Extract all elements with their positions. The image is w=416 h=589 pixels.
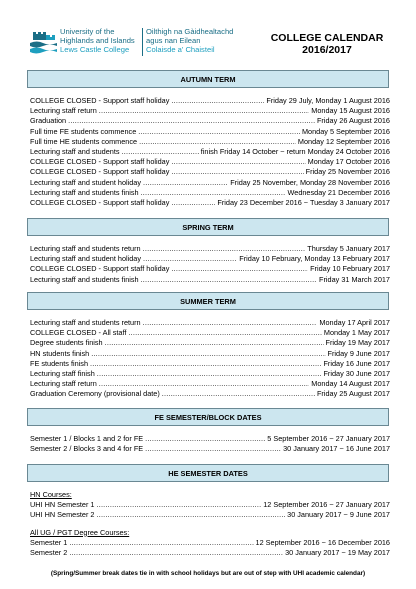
row-label: COLLEGE CLOSED - Support staff holiday [30,96,170,105]
row-date: Friday 10 February, Monday 13 February 2017 [239,254,390,264]
row-label: Lecturing staff return [30,106,97,116]
row-date: Monday 1 May 2017 [323,328,390,338]
summer-term-list [30,318,390,400]
calendar-row [30,349,390,359]
dot-leader [141,188,286,198]
calendar-row [30,444,390,454]
row-label: COLLEGE CLOSED - Support staff holiday [30,264,170,274]
calendar-row [30,328,390,338]
calendar-row [30,500,390,510]
ug-courses-heading: All UG / PGT Degree Courses: [30,527,130,537]
row-label: Graduation Ceremony (provisional date) [30,389,160,399]
dot-leader [141,275,317,285]
dot-leader [128,328,321,338]
row-date: 12 September 2016 ~ 27 January 2017 [263,500,390,510]
row-label: Full time HE students commence [30,136,138,146]
row-label: Lecturing staff and students [30,146,120,156]
fe-semester-list [30,434,390,454]
calendar-row [30,254,390,264]
page-title-line2: 2016/2017 [302,44,352,56]
calendar-row [30,167,390,177]
he-semester-list [30,490,390,558]
row-label: Lecturing staff return [30,379,97,389]
dot-leader [105,338,324,348]
dot-leader [171,198,215,208]
dot-leader [91,349,325,359]
row-date: 5 September 2016 ~ 27 January 2017 [267,434,390,443]
dot-leader [171,167,303,177]
dot-leader [143,254,237,264]
calendar-row [30,318,390,328]
row-date: Friday 26 August 2016 [316,116,390,126]
row-label: COLLEGE CLOSED - Support staff holiday [30,157,170,167]
logo-en-line2: Highlands and Islands [60,36,135,46]
autumn-term-list [30,96,390,208]
page-header [0,0,416,64]
dot-leader [97,369,322,379]
dot-leader [145,444,281,454]
row-date: Monday 17 April 2017 [319,318,390,327]
row-label: HN students finish [30,348,90,358]
calendar-row [30,106,390,116]
dot-leader [96,510,285,520]
footnote: (Spring/Summer break dates tie in with school holidays but are out of step with UHI academic calendar) [50,570,366,577]
row-date: finish Friday 14 October ~ return Monday 24 October 2016 [200,146,390,156]
row-label: COLLEGE CLOSED - All staff [30,328,127,338]
dot-leader [171,96,264,106]
row-label: Lecturing staff finish [30,368,95,378]
row-date: Monday 14 August 2017 [311,379,390,389]
logo-divider [142,28,143,56]
dot-leader [69,548,283,558]
calendar-row [30,178,390,188]
calendar-row [30,157,390,167]
row-date: 30 January 2017 ~ 16 June 2017 [283,444,390,454]
row-date: Friday 23 December 2016 ~ Tuesday 3 January 2017 [217,197,390,207]
row-date: Thursday 5 January 2017 [307,244,390,253]
row-label: Semester 1 [30,537,68,547]
dot-leader [143,318,318,328]
row-date: Monday 5 September 2016 [301,126,390,136]
row-label: UHI HN Semester 2 [30,510,95,520]
row-date: Friday 10 February 2017 [310,264,390,274]
row-label: Graduation [30,116,67,126]
calendar-row [30,275,390,285]
calendar-row [30,127,390,137]
logo-gaelic-text [146,27,233,55]
calendar-row [30,116,390,126]
calendar-row [30,147,390,157]
row-date: Friday 25 November 2016 [305,167,390,177]
dot-leader [139,137,296,147]
row-date: Friday 31 March 2017 [319,274,390,284]
calendar-row [30,369,390,379]
row-label: Semester 2 [30,547,68,557]
dot-leader [96,500,261,510]
row-label: Lecturing staff and students finish [30,187,139,197]
row-label: Degree students finish [30,338,103,348]
row-date: Monday 12 September 2016 [297,136,390,146]
row-label: UHI HN Semester 1 [30,500,95,510]
row-date: 30 January 2017 ~ 9 June 2017 [287,510,390,520]
row-label: Lecturing staff and students return [30,318,141,327]
row-date: 12 September 2016 ~ 16 December 2016 [255,537,390,547]
dot-leader [99,379,309,389]
dot-leader [68,116,315,126]
row-label: Semester 2 / Blocks 3 and 4 for FE [30,444,144,454]
row-date: Wednesday 21 December 2016 [287,187,390,197]
spring-term-list [30,244,390,285]
calendar-row [30,389,390,399]
calendar-row [30,359,390,369]
dot-leader [90,359,321,369]
row-label: Semester 1 / Blocks 1 and 2 for FE [30,434,144,443]
logo-en-line3: Lews Castle College [60,45,130,55]
ug-courses-list [30,538,390,558]
logo-ga-line1: Oilthigh na Gàidhealtachd [146,27,234,36]
he-semester-heading: HE SEMESTER DATES [27,464,389,482]
row-date: Friday 30 June 2017 [323,368,390,378]
row-date: Friday 29 July, Monday 1 August 2016 [266,96,390,105]
row-label: FE students finish [30,358,88,368]
row-label: Lecturing staff and student holiday [30,254,142,264]
dot-leader [145,434,265,444]
calendar-row [30,198,390,208]
dot-leader [138,127,300,137]
row-label: COLLEGE CLOSED - Support staff holiday [30,167,170,177]
dot-leader [143,178,228,188]
logo-english-text [60,27,135,55]
calendar-row [30,379,390,389]
row-date: Friday 16 June 2017 [323,358,390,368]
calendar-row [30,137,390,147]
logo-ga-line2: agus nan Eilean [146,36,201,46]
row-label: Lecturing staff and students return [30,244,141,253]
row-date: Monday 17 October 2016 [307,157,390,167]
calendar-row [30,264,390,274]
row-date: Friday 19 May 2017 [325,338,390,348]
spring-term-heading: SPRING TERM [27,218,389,236]
dot-leader [143,244,306,254]
dot-leader [99,106,309,116]
row-date: 30 January 2017 ~ 19 May 2017 [285,547,390,557]
castle-logo-icon [30,26,57,56]
calendar-row [30,188,390,198]
dot-leader [171,157,305,167]
autumn-term-heading: AUTUMN TERM [27,70,389,88]
hn-courses-heading: HN Courses: [30,490,72,499]
logo-ga-line3: Colaisde a' Chaisteil [146,45,215,55]
page-title-line1: COLLEGE CALENDAR [270,32,384,44]
logo-en-line1: University of the [60,27,115,36]
calendar-row [30,538,390,548]
row-date: Friday 9 June 2017 [327,348,390,358]
row-label: Lecturing staff and student holiday [30,177,142,187]
dot-leader [171,264,308,274]
dot-leader [122,147,199,157]
row-date: Friday 25 August 2017 [316,389,390,399]
spacer [30,521,390,528]
dot-leader [162,389,315,399]
summer-term-heading: SUMMER TERM [27,292,389,310]
calendar-row [30,244,390,254]
row-date: Friday 25 November, Monday 28 November 2016 [230,177,390,187]
row-date: Monday 15 August 2016 [311,106,390,116]
fe-semester-heading: FE SEMESTER/BLOCK DATES [27,408,389,426]
hn-courses-list [30,500,390,520]
calendar-row [30,510,390,520]
calendar-row [30,338,390,348]
row-label: Lecturing staff and students finish [30,274,139,284]
page-title [262,32,392,56]
row-label: Full time FE students commence [30,126,137,136]
calendar-row [30,548,390,558]
calendar-row [30,96,390,106]
dot-leader [69,538,253,548]
row-label: COLLEGE CLOSED - Support staff holiday [30,197,170,207]
calendar-row [30,434,390,444]
